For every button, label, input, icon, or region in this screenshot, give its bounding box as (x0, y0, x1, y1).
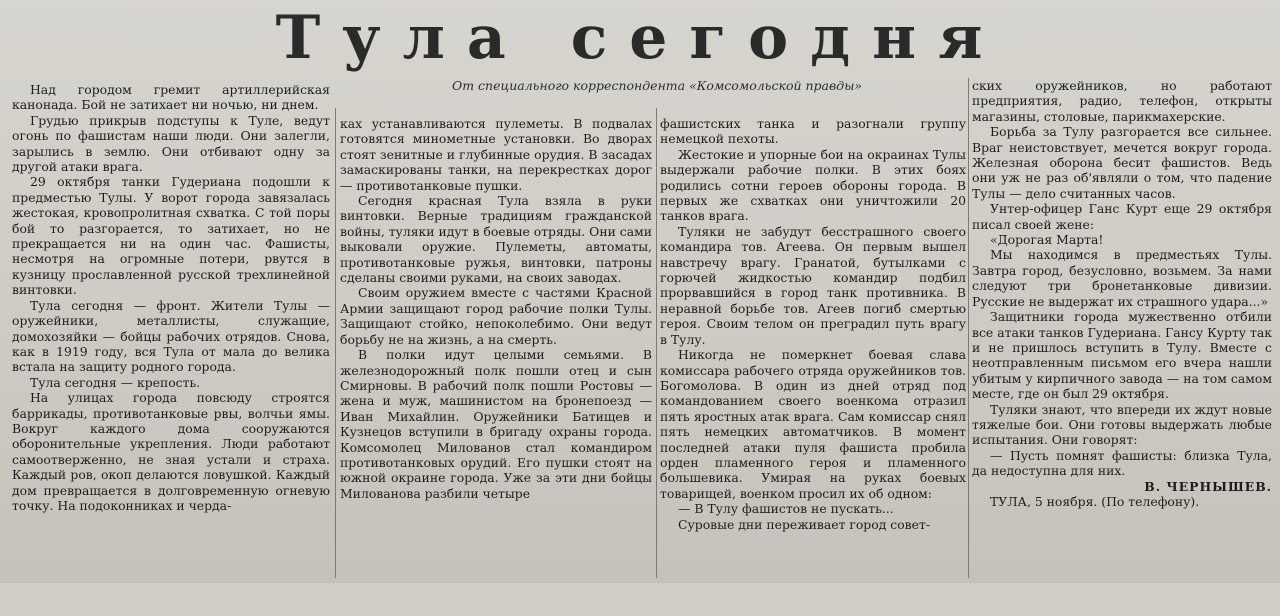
paragraph: ских оружейников, но работают предприятия, радио, телефон, открыты магазины, столовые, парикмахерские. (972, 78, 1272, 124)
paragraph: — В Тулу фашистов не пускать... (678, 501, 894, 517)
paragraph: — Пусть помнят фашисты: близка Тула, да недоступна для них. (972, 447, 1272, 479)
paragraph: Унтер-офицер Ганс Курт еще 29 октября писал своей жене: (972, 201, 1272, 232)
paragraph: Своим оружием вместе с частями Красной Армии защищают город рабочие полки Тулы. Защищают стойко, непоколебимо. Они ведут борьбу не на жизнь, а на смерть. (340, 285, 652, 347)
column-1 (12, 82, 330, 582)
column-rule (968, 78, 969, 578)
paragraph: Суровые дни переживает город совет- (678, 516, 931, 532)
paragraph: Никогда не померкнет боевая слава комиссара рабочего отряда оружейников тов. Богомолова. В один из дней отряд под командованием своего военкома отразил пять яростных атак врага. Сам комиссар снял пять немецких автоматчиков. В момент последней атаки пуля фашиста пробила орден пламенного героя и пламенного большевика. Умирая на руках боевых товарищей, военком просил их об одном: (660, 347, 966, 501)
author-signature: В. ЧЕРНЫШЕВ. (1144, 478, 1272, 494)
paragraph: Сегодня красная Тула взяла в руки винтовки. Верные традициям гражданской войны, туляки идут в боевые отряды. Они сами выковали оружие. Пулеметы, автоматы, противотанковые ружья, винтовки, патроны сделаны своими руками, на своих заводах. (340, 193, 652, 286)
paragraph: Туляки не забудут бесстрашного своего командира тов. Агеева. Он первым вышел навстречу врагу. Гранатой, бутылками с горючей жидкостью командир подбил прорвавшийся в город танк противника. В неравной борьбе тов. Агеев погиб смертью героя. Своим телом он преградил путь врагу в Тулу. (660, 223, 966, 347)
paragraph: 29 октября танки Гудериана подошли к предместью Тулы. У ворот города завязалась жестокая, кровопролитная схватка. С той поры бой то разгорается, то затихает, но не прекращается ни на один час. Фашисты, несмотря на огромные потери, рвутся в кузницу прославленной русской трехлинейной винтовки. (12, 174, 330, 298)
paragraph: Грудью прикрыв подступы к Туле, ведут огонь по фашистам наши люди. Они залегли, зарылись в землю. Они отбивают одну за другой атаки врага. (12, 112, 330, 175)
column-3 (660, 116, 966, 616)
paragraph: ках устанавливаются пулеметы. В подвалах готовятся минометные установки. Во дворах стоят зенитные и глубинные орудия. В засадах замаскированы танки, на перекрестках дорог — противотанковые пушки. (340, 116, 652, 193)
paragraph: Над городом гремит артиллерийская канонада. Бой не затихает ни ночью, ни днем. (12, 82, 330, 113)
column-2 (340, 116, 652, 616)
paragraph: Мы находимся в предместьях Тулы. Завтра город, безусловно, возьмем. За нами следуют три бронетанковые дивизии. Русские не выдержат их страшного удара...» (972, 247, 1272, 309)
paragraph: В полки идут целыми семьями. В железнодорожный полк пошли отец и сын Смирновы. В рабочий полк пошли Ростовы — жена и муж, машинистом на бронепоезд — Иван Михайлин. Оружейники Батищев и Кузнецов вступили в бригаду охраны города. Комсомолец Милованов стал командиром противотанковых орудий. Его пушки стоят на южной окраине города. Уже за эти дни бойцы Милованова разбили четыре (340, 347, 652, 501)
paragraph: Тула сегодня — фронт. Жители Тулы — оружейники, металлисты, служащие, домохозяйки — бойцы рабочих отрядов. Снова, как в 1919 году, вся Тула от мала до велика встала на защиту родного города. (12, 297, 330, 375)
paragraph: Жестокие и упорные бои на окраинах Тулы выдержали рабочие полки. В этих боях родились сотни героев обороны города. В первых же схватках они уничтожили 20 танков врага. (660, 146, 966, 224)
subtitle: От специального корреспондента «Комсомольской правды» (451, 78, 863, 93)
paragraph: Борьба за Тулу разгорается все сильнее. Враг неистовствует, мечется вокруг города. Железная оборона бесит фашистов. Ведь они уж не раз об'являли о том, что падение Тулы — дело считанных часов. (972, 124, 1272, 201)
paragraph: «Дорогая Марта! (990, 232, 1104, 248)
column-rule (335, 108, 336, 578)
dateline: ТУЛА, 5 ноября. (По телефону). (990, 493, 1200, 509)
column-4 (972, 78, 1272, 578)
paragraph: На улицах города повсюду строятся баррикады, противотанковые рвы, волчьи ямы. Вокруг каждого дома сооружаются оборонительные укрепления. Люди работают самоотверженно, не зная устали и страха. Каждый ров, окоп делаются ловушкой. Каждый дом превращается в долговременную огневую точку. На подоконниках и черда- (12, 390, 330, 513)
paragraph: фашистских танка и разогнали группу немецкой пехоты. (660, 116, 966, 147)
column-rule (656, 108, 657, 578)
paragraph: Туляки знают, что впереди их ждут новые тяжелые бои. Они готовы выдержать любые испытания. Они говорят: (972, 401, 1272, 448)
paragraph: Защитники города мужественно отбили все атаки танков Гудериана. Гансу Курту так и не пришлось вступить в Тулу. Вместе с неотправленным письмом его вчера нашли убитым у кирпичного завода — на том самом месте, где он был 29 октября. (972, 309, 1272, 402)
headline: Тула сегодня (275, 3, 1005, 73)
paragraph: Тула сегодня — крепость. (30, 374, 201, 390)
